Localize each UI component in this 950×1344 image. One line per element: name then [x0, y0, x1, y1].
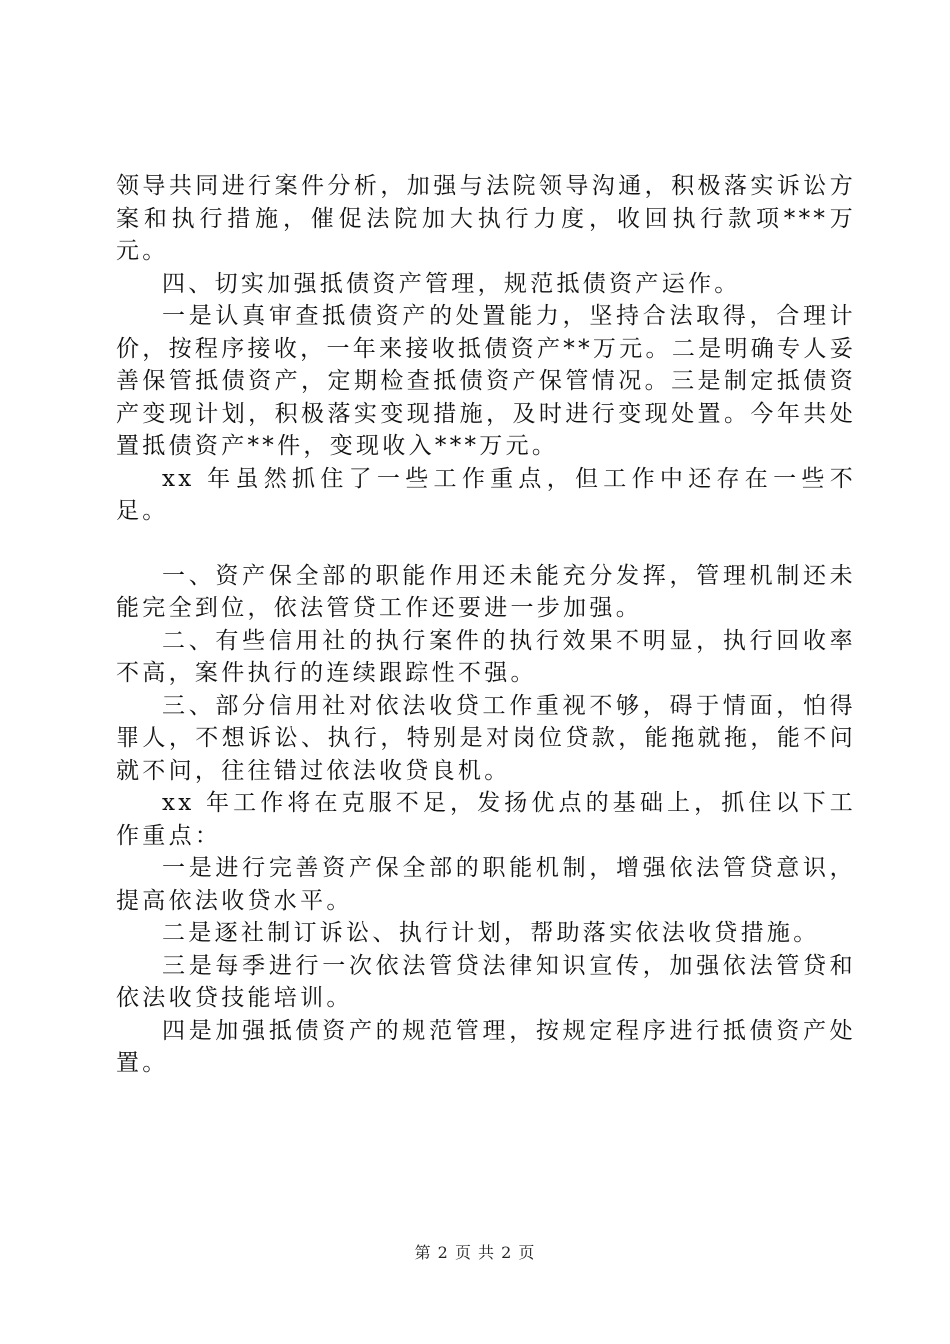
paragraph-shortcoming-1: 一、资产保全部的职能作用还未能充分发挥，管理机制还未能完全到位，依法管贷工作还要进一步加强。 — [116, 562, 856, 621]
paragraph-continuation: 领导共同进行案件分析，加强与法院领导沟通，积极落实诉讼方案和执行措施，催促法院加大执行力度，收回执行款项***万元。 — [116, 173, 856, 264]
paragraph-plan-intro: xx 年工作将在克服不足，发扬优点的基础上，抓住以下工作重点： — [116, 790, 856, 849]
paragraph-plan-2: 二是逐社制订诉讼、执行计划，帮助落实依法收贷措施。 — [162, 920, 820, 946]
page-number-footer: 第 2 页 共 2 页 — [414, 1243, 536, 1262]
paragraph-plan-3: 三是每季进行一次依法管贷法律知识宣传，加强依法管贷和依法收贷技能培训。 — [116, 952, 856, 1011]
paragraph-shortcomings-intro: xx 年虽然抓住了一些工作重点，但工作中还存在一些不足。 — [116, 465, 856, 524]
paragraph-plan-1: 一是进行完善资产保全部的职能机制，增强依法管贷意识，提高依法收贷水平。 — [116, 855, 856, 914]
paragraph-section-heading-4: 四、切实加强抵债资产管理，规范抵债资产运作。 — [162, 270, 741, 297]
paragraph-shortcoming-3: 三、部分信用社对依法收贷工作重视不够，碍于情面，怕得罪人，不想诉讼、执行，特别是对岗位贷款，能拖就拖，能不问就不问，往往错过依法收贷良机。 — [116, 692, 856, 784]
paragraph-asset-management: 一是认真审查抵债资产的处置能力，坚持合法取得，合理计价，按程序接收，一年来接收抵债资产**万元。二是明确专人妥善保管抵债资产，定期检查抵债资产保管情况。三是制定抵债资产变现计划，积极落实变现措施，及时进行变现处置。今年共处置抵债资产**件，变现收入***万元。 — [116, 303, 856, 459]
paragraph-plan-4: 四是加强抵债资产的规范管理，按规定程序进行抵债资产处置。 — [116, 1017, 856, 1076]
paragraph-shortcoming-2: 二、有些信用社的执行案件的执行效果不明显，执行回收率不高，案件执行的连续跟踪性不强。 — [116, 627, 856, 686]
document-body — [116, 170, 856, 1080]
